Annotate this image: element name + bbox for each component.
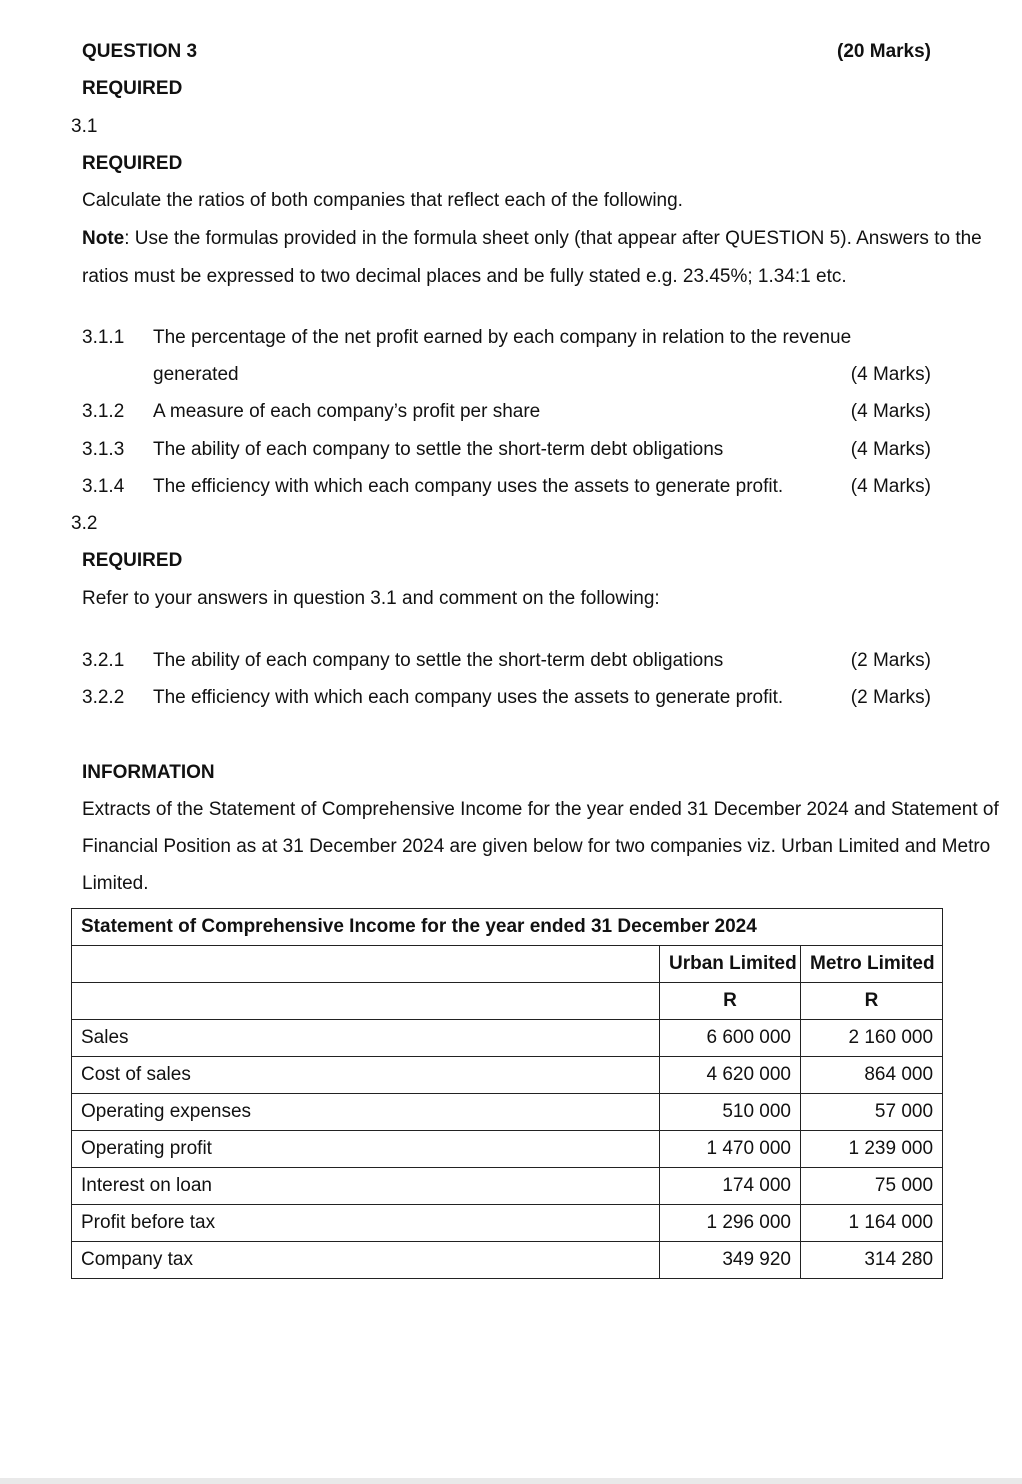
table-row: [72, 1205, 943, 1242]
page-bottom-edge: [0, 1478, 1022, 1484]
note-text: ratios must be expressed to two decimal places and be fully stated e.g. 23.45%; 1.34:1 etc.: [82, 266, 847, 287]
table-row: [72, 1242, 943, 1279]
question-title: QUESTION 3: [82, 41, 198, 62]
required-heading: REQUIRED: [82, 78, 183, 99]
metro-value: 1 164 000: [801, 1205, 943, 1242]
item-text: The percentage of the net profit earned by each company in relation to the revenue: [153, 327, 852, 348]
table-row: [72, 1094, 943, 1131]
item-marks: (2 Marks): [850, 687, 931, 708]
item-marks: (4 Marks): [850, 364, 931, 385]
required-heading: REQUIRED: [82, 550, 183, 571]
urban-value: 510 000: [660, 1094, 801, 1131]
row-label: Operating expenses: [72, 1094, 660, 1131]
urban-value: 1 296 000: [660, 1205, 801, 1242]
currency-urban: R: [660, 983, 801, 1020]
item-number: 3.1.1: [82, 327, 125, 348]
urban-value: 6 600 000: [660, 1020, 801, 1057]
item-text: The efficiency with which each company uses the assets to generate profit.: [153, 687, 784, 708]
urban-value: 349 920: [660, 1242, 801, 1279]
urban-value: 1 470 000: [660, 1131, 801, 1168]
urban-value: 174 000: [660, 1168, 801, 1205]
income-statement-table: [71, 908, 943, 1279]
table-currency-row: [72, 983, 943, 1020]
metro-value: 864 000: [801, 1057, 943, 1094]
item-number: 3.1.2: [82, 401, 125, 422]
item-marks: (4 Marks): [850, 401, 931, 422]
information-text: Extracts of the Statement of Comprehensive Income for the year ended 31 December 2024 and Statement of: [82, 799, 999, 820]
item-text: The ability of each company to settle the short-term debt obligations: [153, 650, 724, 671]
metro-value: 75 000: [801, 1168, 943, 1205]
row-label: Operating profit: [72, 1131, 660, 1168]
item-text: A measure of each company’s profit per share: [153, 401, 541, 422]
information-heading: INFORMATION: [82, 762, 215, 783]
row-label: Interest on loan: [72, 1168, 660, 1205]
item-marks: (2 Marks): [850, 650, 931, 671]
currency-metro: R: [801, 983, 943, 1020]
table-header-row: [72, 946, 943, 983]
section-number: 3.2: [71, 513, 98, 534]
item-number: 3.1.3: [82, 439, 125, 460]
required-heading: REQUIRED: [82, 153, 183, 174]
table-row: [72, 1020, 943, 1057]
metro-value: 2 160 000: [801, 1020, 943, 1057]
instruction-text: Calculate the ratios of both companies that reflect each of the following.: [82, 190, 683, 211]
metro-value: 1 239 000: [801, 1131, 943, 1168]
item-number: 3.2.1: [82, 650, 125, 671]
table-title-row: [72, 909, 943, 946]
information-text: Financial Position as at 31 December 2024 are given below for two companies viz. Urban Limited and Metro: [82, 836, 991, 857]
item-marks: (4 Marks): [850, 476, 931, 497]
row-label: Profit before tax: [72, 1205, 660, 1242]
row-label: Sales: [72, 1020, 660, 1057]
column-header-urban: Urban Limited: [660, 946, 801, 983]
row-label: Cost of sales: [72, 1057, 660, 1094]
row-label: Company tax: [72, 1242, 660, 1279]
note-label: Note: [82, 228, 125, 249]
table-row: [72, 1168, 943, 1205]
information-text: Limited.: [82, 873, 149, 894]
instruction-text: Refer to your answers in question 3.1 and comment on the following:: [82, 588, 660, 609]
table-cell: [72, 946, 660, 983]
table-title: Statement of Comprehensive Income for the year ended 31 December 2024: [72, 909, 943, 946]
table-cell: [72, 983, 660, 1020]
note-paragraph: [82, 227, 982, 251]
item-number: 3.1.4: [82, 476, 125, 497]
item-number: 3.2.2: [82, 687, 125, 708]
metro-value: 314 280: [801, 1242, 943, 1279]
table-row: [72, 1057, 943, 1094]
item-text: The ability of each company to settle the short-term debt obligations: [153, 439, 724, 460]
table-row: [72, 1131, 943, 1168]
section-number: 3.1: [71, 116, 98, 137]
metro-value: 57 000: [801, 1094, 943, 1131]
item-text: generated: [153, 364, 239, 385]
total-marks: (20 Marks): [837, 41, 931, 62]
item-text: The efficiency with which each company uses the assets to generate profit.: [153, 476, 784, 497]
note-text: : Use the formulas provided in the formula sheet only (that appear after QUESTION 5). Answers to the: [124, 228, 982, 249]
urban-value: 4 620 000: [660, 1057, 801, 1094]
item-marks: (4 Marks): [850, 439, 931, 460]
column-header-metro: Metro Limited: [801, 946, 943, 983]
